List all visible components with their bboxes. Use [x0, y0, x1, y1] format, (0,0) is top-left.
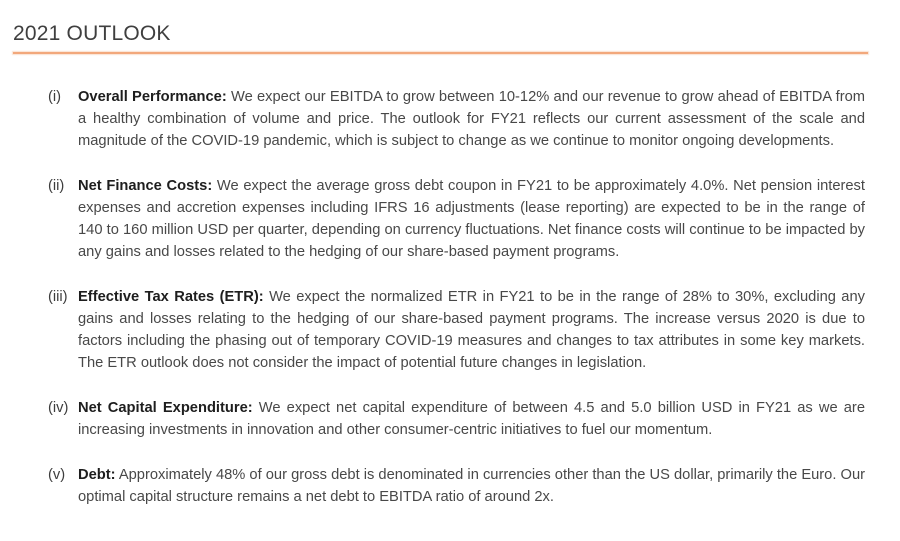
list-item-marker: (v) [48, 467, 66, 483]
list-item-heading: Overall Performance: [78, 89, 227, 105]
list-item-marker: (iii) [48, 289, 68, 305]
list-item-marker: (iv) [48, 400, 69, 416]
list-item-marker: (i) [48, 89, 62, 105]
list-item-text [78, 175, 865, 263]
list-item-text [78, 286, 865, 374]
list-item-overall-performance [48, 86, 865, 152]
list-item-marker: (ii) [48, 178, 65, 194]
page-title: 2021 OUTLOOK [13, 22, 171, 45]
list-item-body: We expect our EBITDA to grow between 10-12% and our revenue to grow ahead of EBITDA from a healthy combination of volume and price. The outlook for FY21 reflects our current assessment of the scale and magnitude of the COVID-19 pandemic, which is subject to change as we continue to monitor ongoing developments. [78, 89, 865, 149]
title-accent-rule [13, 52, 868, 54]
list-item-text [78, 397, 865, 441]
list-item-body: Approximately 48% of our gross debt is denominated in currencies other than the US dollar, primarily the Euro. Our optimal capital structure remains a net debt to EBITDA ratio of around 2x. [78, 467, 865, 505]
list-item-effective-tax-rates [48, 286, 865, 374]
list-item-net-capital-expenditure [48, 397, 865, 441]
list-item-net-finance-costs [48, 175, 865, 263]
page-header [0, 0, 900, 47]
list-item-text [78, 464, 865, 508]
list-item-heading: Net Capital Expenditure: [78, 400, 253, 416]
list-item-debt [48, 464, 865, 508]
list-item-heading: Effective Tax Rates (ETR): [78, 289, 264, 305]
list-item-body: We expect net capital expenditure of between 4.5 and 5.0 billion USD in FY21 as we are increasing investments in innovation and other consumer-centric initiatives to fuel our momentum. [78, 400, 865, 438]
outlook-list [48, 86, 865, 508]
list-item-heading: Debt: [78, 467, 116, 483]
list-item-body: We expect the normalized ETR in FY21 to be in the range of 28% to 30%, excluding any gains and losses relating to the hedging of our share-based payment programs. The increase versus 2020 is due to factors including the phasing out of temporary COVID-19 measures and changes to tax attributes in some key markets. The ETR outlook does not consider the impact of potential future changes in legislation. [78, 289, 865, 371]
list-item-heading: Net Finance Costs: [78, 178, 213, 194]
list-item-body: We expect the average gross debt coupon in FY21 to be approximately 4.0%. Net pension interest expenses and accretion expenses including IFRS 16 adjustments (lease reporting) are expected to be in the range of 140 to 160 million USD per quarter, depending on currency fluctuations. Net finance costs will continue to be impacted by any gains and losses related to the hedging of our share-based payment programs. [78, 178, 865, 260]
list-item-text [78, 86, 865, 152]
